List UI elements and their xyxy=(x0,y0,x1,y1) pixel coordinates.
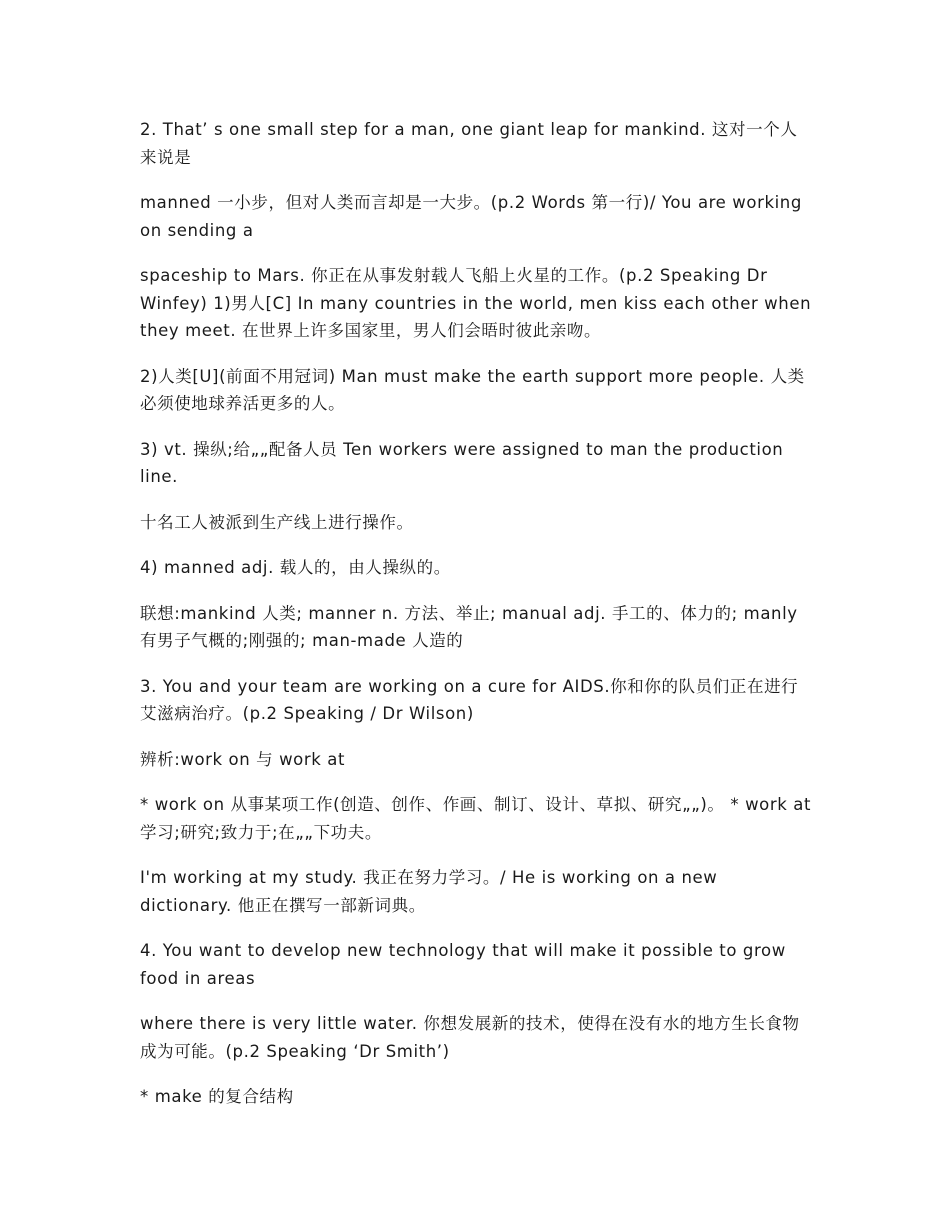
paragraph-4: 2)人类[U](前面不用冠词) Man must make the earth support more people. 人类必须使地球养活更多的人。 xyxy=(140,366,805,413)
paragraph-13: 4. You want to develop new technology that will make it possible to grow food in areas xyxy=(140,941,786,988)
paragraph-15: * make 的复合结构 xyxy=(140,1087,294,1106)
paragraph-11: * work on 从事某项工作(创造、创作、作画、制订、设计、草拟、研究„„)。 * work at 学习;研究;致力于;在„„下功夫。 xyxy=(140,795,812,842)
paragraph-10: 辨析:work on 与 work at xyxy=(140,749,346,769)
document-body xyxy=(140,116,812,1129)
paragraph-5: 3) vt. 操纵;给„„配备人员 Ten workers were assigned to man the production line. xyxy=(140,439,784,486)
paragraph-6: 十名工人被派到生产线上进行操作。 xyxy=(140,512,414,532)
paragraph-9: 3. You and your team are working on a cure for AIDS.你和你的队员们正在进行艾滋病治疗。(p.2 Speaking / Dr Wilson) xyxy=(140,676,799,723)
paragraph-8: 联想:mankind 人类; manner n. 方法、举止; manual adj. 手工的、体力的; manly 有男子气概的;刚强的; man-made 人造的 xyxy=(140,603,798,650)
paragraph-1: 2. That’ s one small step for a man, one giant leap for mankind. 这对一个人来说是 xyxy=(140,120,798,167)
paragraph-7: 4) manned adj. 载人的，由人操纵的。 xyxy=(140,558,451,577)
paragraph-14: where there is very little water. 你想发展新的技术，使得在没有水的地方生长食物成为可能。(p.2 Speaking ‘Dr Smith’) xyxy=(140,1014,800,1061)
paragraph-2: manned 一小步，但对人类而言却是一大步。(p.2 Words 第一行)/ You are working on sending a xyxy=(140,193,802,240)
paragraph-12: I'm working at my study. 我正在努力学习。/ He is working on a new dictionary. 他正在撰写一部新词典。 xyxy=(140,868,718,915)
paragraph-3: spaceship to Mars. 你正在从事发射载人飞船上火星的工作。(p.2 Speaking Dr Winfey) 1)男人[C] In many countries in the world, men kiss each other when they meet. 在世界上许多国家里，男人们会晤时彼此亲吻。 xyxy=(140,266,812,340)
